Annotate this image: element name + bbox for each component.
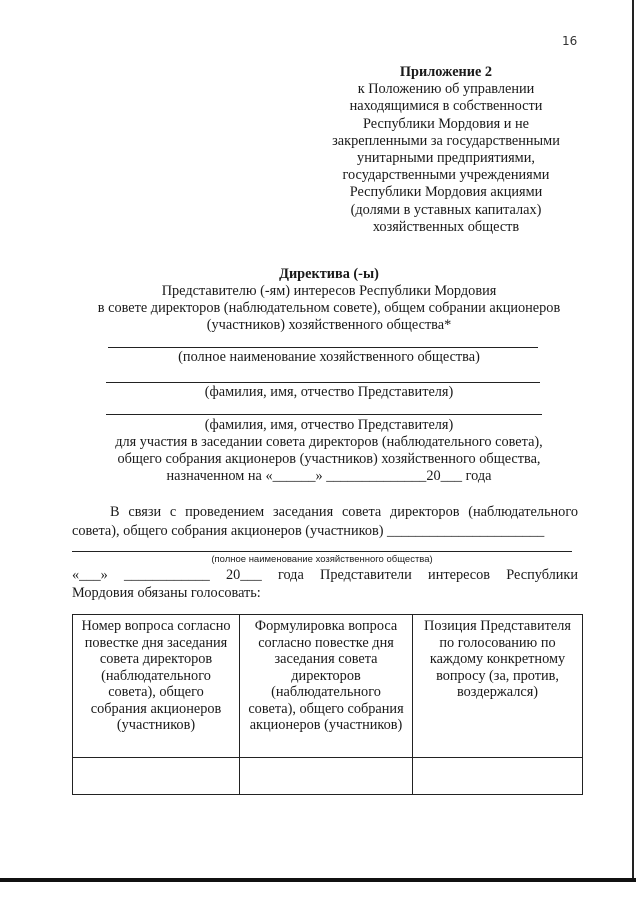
appendix-title: Приложение 2 bbox=[399, 64, 493, 80]
table-cell[interactable] bbox=[73, 758, 240, 795]
header-question-wording: Формулировка вопроса согласно повестке дня заседания совета директоров (наблюдательного совета), общего собрания акционеров (участников) bbox=[240, 615, 413, 758]
appendix-line: унитарными предприятиями, bbox=[357, 150, 535, 167]
directive-line: (участников) хозяйственного общества* bbox=[206, 317, 452, 333]
directive-header bbox=[70, 266, 588, 334]
purpose-line: общего собрания акционеров (участников) хозяйственного общества, bbox=[117, 451, 541, 467]
table-cell[interactable] bbox=[413, 758, 583, 795]
purpose-line: для участия в заседании совета директоров (наблюдательного совета), bbox=[115, 434, 543, 450]
rep2-name-blank bbox=[106, 414, 542, 415]
appendix-line: закрепленными за государственными bbox=[332, 132, 560, 149]
company-name-blank bbox=[108, 347, 538, 348]
scan-edge-right bbox=[632, 0, 634, 880]
appendix-block bbox=[315, 64, 577, 236]
rep1-caption: (фамилия, имя, отчество Представителя) bbox=[204, 384, 454, 400]
directive-line: Представителю (-ям) интересов Республики Мордовия bbox=[161, 283, 497, 299]
purpose-line: назначенном на «______» ______________20___ года bbox=[166, 468, 492, 484]
appendix-line: к Положению об управлении bbox=[357, 81, 535, 98]
header-question-number: Номер вопроса согласно повестке дня заседания совета директоров (наблюдательного совета), общего собрания акционеров (участников) bbox=[73, 615, 240, 758]
appendix-line: хозяйственных обществ bbox=[372, 218, 520, 235]
rep2-caption: (фамилия, имя, отчество Представителя) bbox=[204, 417, 454, 433]
directive-line: в совете директоров (наблюдательном совете), общем собрании акционеров bbox=[97, 300, 561, 316]
appendix-line: (долями в уставных капиталах) bbox=[350, 201, 542, 218]
rep1-name-blank bbox=[106, 382, 540, 383]
body-paragraph: В связи с проведением заседания совета директоров (наблюдательного совета), общего собрания акционеров (участников) ______________________ bbox=[72, 504, 578, 539]
directive-purpose bbox=[70, 417, 588, 485]
table-row bbox=[73, 758, 583, 795]
voting-table bbox=[72, 614, 583, 795]
appendix-line: находящимися в собственности bbox=[349, 98, 543, 115]
table-cell[interactable] bbox=[240, 758, 413, 795]
header-representative-position: Позиция Представителя по голосованию по каждому конкретному вопросу (за, против, воздержался) bbox=[413, 615, 583, 758]
directive-title: Директива (-ы) bbox=[279, 266, 379, 282]
page-number: 16 bbox=[562, 34, 578, 48]
appendix-line: Республики Мордовия акциями bbox=[349, 184, 543, 201]
company-small-caption: (полное наименование хозяйственного общества) bbox=[211, 554, 433, 565]
date-line-2: Мордовия обязаны голосовать: bbox=[72, 585, 261, 601]
appendix-line: Республики Мордовия и не bbox=[363, 115, 529, 132]
date-line: «___» ____________ 20___ года Представители интересов Республики bbox=[72, 567, 578, 583]
table-header-row bbox=[73, 615, 583, 758]
company-caption: (полное наименование хозяйственного общества) bbox=[178, 349, 480, 365]
company-blank-2 bbox=[72, 551, 572, 552]
appendix-line: государственными учреждениями bbox=[342, 167, 550, 184]
scan-edge-bottom bbox=[0, 878, 636, 882]
